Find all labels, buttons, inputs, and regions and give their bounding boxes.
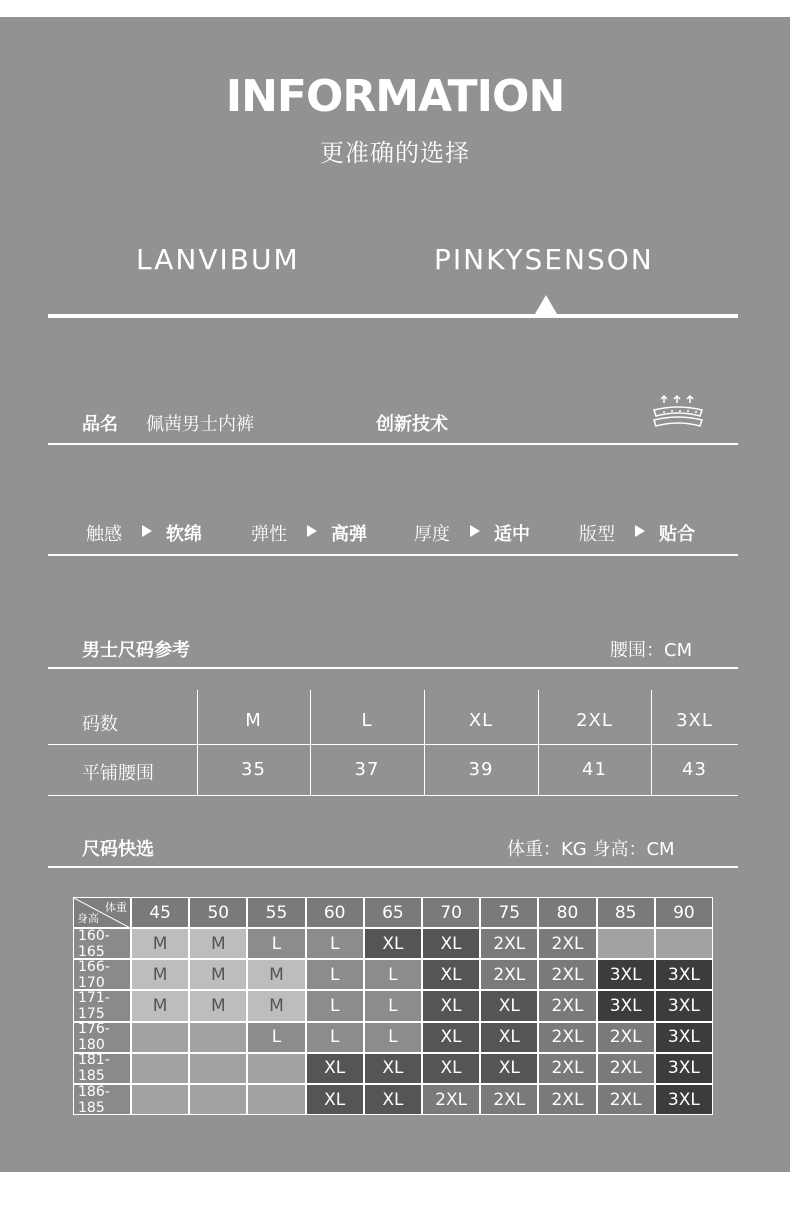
table-row-divider: [48, 744, 738, 745]
brand-lanvibum[interactable]: LANVIBUM: [136, 243, 300, 276]
size-grid-cell: L: [247, 928, 305, 959]
table-bottom-divider: [48, 795, 738, 796]
size-grid-cell: M: [247, 990, 305, 1021]
size-cell: L: [361, 710, 373, 731]
size-grid-cell: XL: [306, 1053, 364, 1084]
size-cell: 3XL: [676, 710, 713, 731]
size-grid-cell: [189, 1053, 247, 1084]
page-subtitle: 更准确的选择: [320, 139, 470, 167]
size-grid-cell: 2XL: [480, 1084, 538, 1115]
quick-title: 尺码快选: [82, 839, 154, 860]
size-grid-cell: L: [364, 990, 422, 1021]
feature-fit-value: 贴合: [659, 524, 695, 545]
size-grid-cell: [247, 1053, 305, 1084]
table-column-divider: [310, 690, 311, 796]
size-grid-cell: 2XL: [538, 990, 596, 1021]
size-grid-cell: 3XL: [655, 1053, 713, 1084]
height-header: 181-185: [73, 1053, 131, 1084]
size-grid-cell: XL: [306, 1084, 364, 1115]
size-grid-cell: M: [189, 990, 247, 1021]
size-grid-cell: M: [189, 959, 247, 990]
size-grid-cell: 2XL: [480, 928, 538, 959]
fabric-layers-icon: [650, 394, 706, 430]
size-grid-cell: 2XL: [538, 1022, 596, 1053]
quick-unit: 体重：KG 身高：CM: [507, 839, 675, 860]
page-title: INFORMATION: [225, 71, 565, 122]
weight-header: 45: [131, 897, 189, 928]
weight-header: 80: [538, 897, 596, 928]
table-column-divider: [538, 690, 539, 796]
size-grid-cell: [655, 928, 713, 959]
size-grid-cell: 2XL: [480, 959, 538, 990]
table-column-divider: [197, 690, 198, 796]
feature-thickness-value: 适中: [494, 524, 530, 545]
size-grid-cell: L: [247, 1022, 305, 1053]
feature-fit-label: 版型: [579, 524, 615, 545]
size-grid-cell: 3XL: [655, 1084, 713, 1115]
size-grid-cell: [189, 1022, 247, 1053]
size-grid-cell: L: [364, 1022, 422, 1053]
size-grid-cell: [247, 1084, 305, 1115]
size-grid-cell: 2XL: [597, 1084, 655, 1115]
arrow-right-icon: [635, 525, 645, 537]
size-grid-cell: XL: [422, 959, 480, 990]
waist-cell: 43: [682, 759, 707, 780]
size-grid-cell: 2XL: [538, 928, 596, 959]
size-cell: M: [245, 710, 262, 731]
size-ref-unit: 腰围：CM: [610, 640, 693, 661]
size-grid-cell: M: [131, 928, 189, 959]
size-grid-cell: XL: [480, 1022, 538, 1053]
product-name-label: 品名: [82, 414, 118, 435]
size-grid-cell: L: [364, 959, 422, 990]
corner-height-label: 身高: [77, 912, 99, 925]
size-ref-divider: [48, 667, 738, 669]
size-grid-cell: L: [306, 990, 364, 1021]
feature-touch-value: 软绵: [166, 524, 202, 545]
feature-thickness-label: 厚度: [414, 524, 450, 545]
height-header: 176-180: [73, 1022, 131, 1053]
size-grid-cell: [131, 1053, 189, 1084]
size-grid-cell: XL: [364, 928, 422, 959]
quick-divider: [48, 866, 738, 868]
size-row-label: 码数: [82, 714, 118, 735]
weight-header: 65: [364, 897, 422, 928]
corner-weight-label: 体重: [105, 901, 127, 914]
weight-header: 90: [655, 897, 713, 928]
size-grid-cell: [131, 1022, 189, 1053]
brand-divider: [48, 314, 738, 318]
table-column-divider: [424, 690, 425, 796]
height-header: 160-165: [73, 928, 131, 959]
brand-pinkysenson[interactable]: PINKYSENSON: [434, 243, 654, 276]
size-grid-cell: 3XL: [655, 990, 713, 1021]
size-grid-cell: 2XL: [538, 1053, 596, 1084]
grid-corner-cell: [73, 897, 131, 928]
weight-header: 50: [189, 897, 247, 928]
size-grid-cell: 3XL: [597, 959, 655, 990]
size-grid-cell: XL: [422, 1022, 480, 1053]
weight-header: 85: [597, 897, 655, 928]
waist-cell: 37: [354, 759, 380, 780]
size-grid-cell: XL: [480, 1053, 538, 1084]
size-grid-cell: M: [131, 959, 189, 990]
size-grid-cell: 2XL: [597, 1022, 655, 1053]
feature-elastic-value: 高弹: [331, 524, 367, 545]
waist-cell: 35: [241, 759, 266, 780]
selected-brand-indicator-icon: [535, 295, 557, 314]
size-cell: 2XL: [576, 710, 613, 731]
size-cell: XL: [468, 710, 494, 731]
size-grid-cell: 3XL: [597, 990, 655, 1021]
size-grid-cell: XL: [364, 1053, 422, 1084]
size-grid-cell: XL: [364, 1084, 422, 1115]
product-name-value: 佩茜男士内裤: [146, 414, 254, 435]
waist-row-label: 平铺腰围: [82, 763, 154, 784]
size-grid-cell: XL: [422, 990, 480, 1021]
size-grid-cell: [131, 1084, 189, 1115]
feature-elastic-label: 弹性: [251, 524, 287, 545]
weight-header: 60: [306, 897, 364, 928]
size-grid-cell: M: [247, 959, 305, 990]
feature-touch-label: 触感: [86, 524, 122, 545]
corner-diagonal: [74, 898, 132, 929]
table-column-divider: [651, 690, 652, 796]
weight-header: 55: [247, 897, 305, 928]
size-grid-cell: [189, 1084, 247, 1115]
height-header: 186-185: [73, 1084, 131, 1115]
waist-cell: 41: [582, 759, 607, 780]
size-grid-cell: XL: [480, 990, 538, 1021]
product-divider: [48, 443, 738, 445]
size-grid-cell: XL: [422, 1053, 480, 1084]
size-grid-cell: L: [306, 959, 364, 990]
tech-label: 创新技术: [376, 414, 448, 435]
size-grid-cell: 3XL: [655, 1022, 713, 1053]
size-grid-cell: 3XL: [655, 959, 713, 990]
size-grid-cell: M: [131, 990, 189, 1021]
height-header: 171-175: [73, 990, 131, 1021]
arrow-right-icon: [142, 525, 152, 537]
size-grid-cell: 2XL: [422, 1084, 480, 1115]
waist-cell: 39: [468, 759, 494, 780]
size-ref-title: 男士尺码参考: [82, 640, 190, 661]
features-divider: [48, 554, 738, 556]
arrow-right-icon: [470, 525, 480, 537]
size-grid-cell: L: [306, 1022, 364, 1053]
size-grid-cell: [597, 928, 655, 959]
size-grid-cell: L: [306, 928, 364, 959]
size-grid-cell: XL: [422, 928, 480, 959]
arrow-right-icon: [307, 525, 317, 537]
size-grid-cell: 2XL: [597, 1053, 655, 1084]
size-grid-cell: 2XL: [538, 959, 596, 990]
size-grid-cell: M: [189, 928, 247, 959]
weight-header: 75: [480, 897, 538, 928]
size-grid-cell: 2XL: [538, 1084, 596, 1115]
height-header: 166-170: [73, 959, 131, 990]
weight-header: 70: [422, 897, 480, 928]
